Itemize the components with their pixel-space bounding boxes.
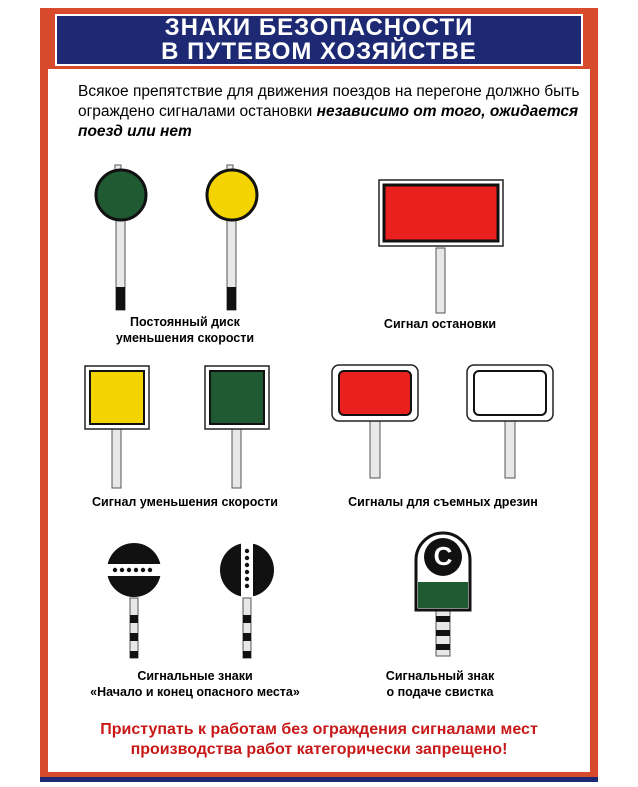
- whistle-letter: С: [433, 541, 453, 571]
- disk-green-sign: [96, 165, 146, 310]
- speed-green-sign: [205, 366, 269, 488]
- speed-yellow-sign: [85, 366, 149, 488]
- caption-disk-line1: Постоянный диск: [130, 315, 240, 329]
- warning-text: [60, 720, 578, 760]
- title-line-2: В ПУТЕВОМ ХОЗЯЙСТВЕ: [161, 38, 477, 65]
- drezina-red-sign: [332, 365, 418, 478]
- caption-whistle-line2: о подаче свистка: [386, 685, 494, 699]
- warning-line2: производства работ категорически запрещено!: [130, 741, 508, 758]
- danger-horizontal-sign: [107, 543, 161, 658]
- caption-stop: Сигнал остановки: [383, 317, 497, 331]
- caption-disk-line2: уменьшения скорости: [115, 331, 255, 345]
- stop-signal-sign: [379, 180, 503, 313]
- drezina-white-sign: [467, 365, 553, 478]
- warning-line1: Приступать к работам без ограждения сигналами мест: [100, 721, 538, 738]
- caption-speed: Сигнал уменьшения скорости: [92, 495, 278, 509]
- danger-vertical-sign: [220, 543, 274, 658]
- caption-disk: [85, 314, 285, 346]
- caption-danger-line2: «Начало и конец опасного места»: [90, 685, 300, 699]
- caption-whistle: [350, 668, 530, 700]
- caption-danger-line1: Сигнальные знаки: [137, 669, 253, 683]
- intro-emphasis: независимо от того, ожидается поезд или нет: [78, 103, 579, 140]
- footer-band-navy: [40, 777, 598, 782]
- caption-drezina: Сигналы для съемных дрезин: [348, 495, 538, 509]
- intro-text: Всякое препятствие для движения поездов на перегоне должно быть ограждено сигналами остановки: [78, 83, 580, 120]
- caption-danger: [70, 668, 320, 700]
- caption-whistle-line1: Сигнальный знак: [385, 669, 495, 683]
- disk-yellow-sign: [207, 165, 257, 310]
- title-line-1: ЗНАКИ БЕЗОПАСНОСТИ: [164, 14, 474, 41]
